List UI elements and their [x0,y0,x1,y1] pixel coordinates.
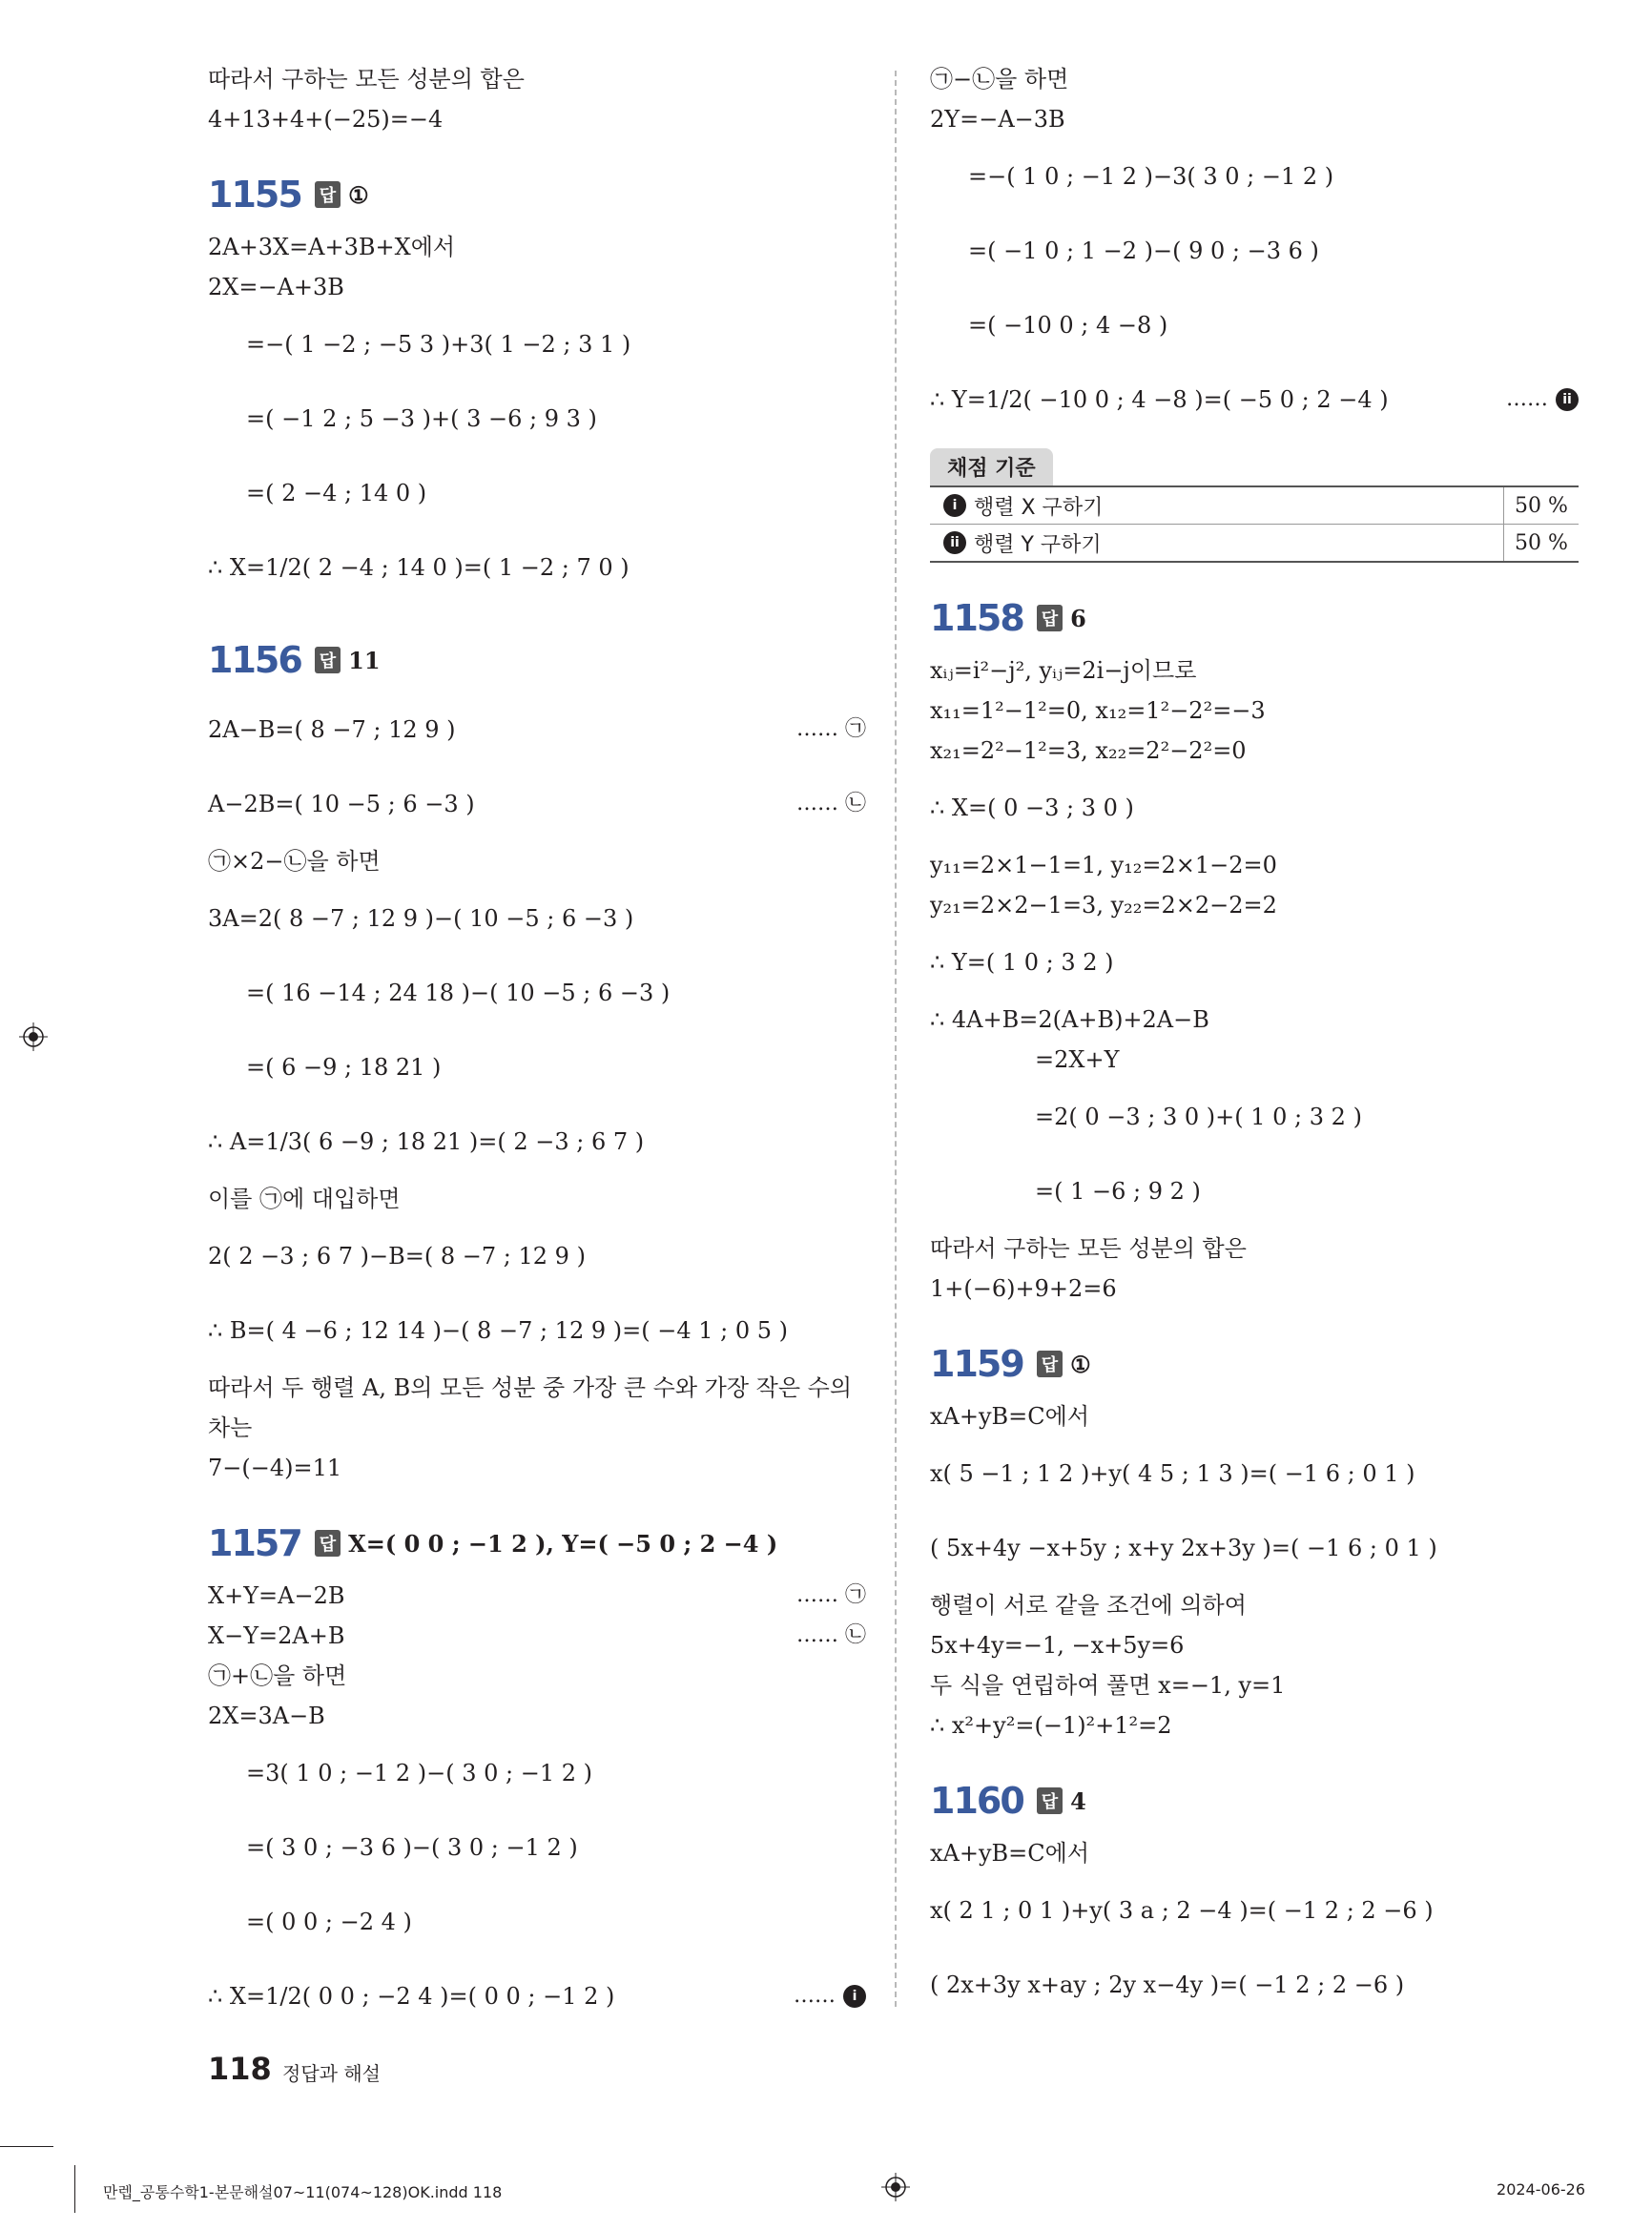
solution-line [208,59,866,99]
solution-line [930,362,1579,437]
solution-text: 차는 [208,1414,253,1441]
solution-text: 4+13+4+(−25)=−4 [208,106,444,133]
solution-line [930,1665,1579,1705]
crop-mark [74,2165,75,2213]
solution-text: ( 2x+3y x+ay ; 2y x−4y )=( −1 2 ; 2 −6 ) [930,1972,1405,1998]
left-column [208,59,866,2034]
solution-text: 2( 2 −3 ; 6 7 )−B=( 8 −7 ; 12 9 ) [208,1243,586,1270]
solution-text: 이를 ㉠에 대입하면 [208,1186,401,1212]
solution-line [208,692,866,767]
solution-text: 7−(−4)=11 [208,1455,342,1481]
solution-text: =2X+Y [1035,1046,1120,1073]
problem-header [208,633,866,687]
solution-line [930,845,1579,885]
answer-value: 6 [1070,604,1086,632]
problem-number: 1155 [208,174,301,216]
equation-marker-text: …… [794,1984,836,2008]
solution-text: ∴ A=1/3( 6 −9 ; 18 21 )=( 2 −3 ; 6 7 ) [208,1128,645,1155]
problem-header [208,1517,866,1570]
solution-line [930,1154,1579,1229]
problem-header [208,168,866,221]
solution-text: ∴ 4A+B=2(A+B)+2A−B [930,1006,1209,1033]
solution-line [930,1705,1579,1745]
solution-text: xᵢⱼ=i²−j², yᵢⱼ=2i−j이므로 [930,657,1197,684]
solution-text: ∴ Y=1/2( −10 0 ; 4 −8 )=( −5 0 ; 2 −4 ) [930,386,1389,413]
answer-badge: 답 [315,181,341,208]
answer-value: 4 [1070,1786,1086,1815]
answer-badge: 답 [315,647,341,673]
solution-line [208,1810,866,1885]
solution-text: A−2B=( 10 −5 ; 6 −3 ) [208,791,475,817]
solution-line [208,956,866,1030]
solution-text: =( 0 0 ; −2 4 ) [246,1909,412,1935]
registration-mark-icon [19,1022,48,1051]
problem-header [930,1774,1579,1827]
problem-header [930,1337,1579,1391]
solution-line [208,881,866,956]
solution-text: X+Y=A−2B [208,1582,345,1609]
solution-text: =( 6 −9 ; 18 21 ) [246,1054,442,1081]
solution-text: ㉠+㉡을 하면 [208,1662,347,1689]
problem-header [930,591,1579,645]
equation-marker [796,1581,866,1610]
solution-text: xA+yB=C에서 [930,1840,1090,1867]
solution-text: ∴ x²+y²=(−1)²+1²=2 [930,1712,1172,1739]
solution-line [930,288,1579,362]
equation-marker-text: …… ㉠ [796,1583,866,1607]
solution-text: X−Y=2A+B [208,1622,345,1649]
solution-line [208,1179,866,1219]
answer-value: 11 [348,646,381,674]
answer-badge: 답 [1037,1787,1063,1814]
right-column-top [930,59,1579,437]
circle-i-icon: i [943,494,966,517]
problem-number: 1158 [930,597,1023,639]
solution-text: =( 1 −6 ; 9 2 ) [1035,1178,1201,1205]
solution-text: 2A−B=( 8 −7 ; 12 9 ) [208,716,456,743]
solution-text: =3( 1 0 ; −1 2 )−( 3 0 ; −1 2 ) [246,1760,593,1786]
equation-marker [794,1982,866,2011]
problem-number: 1156 [208,639,301,681]
solution-text: x( 5 −1 ; 1 2 )+y( 4 5 ; 1 3 )=( −1 6 ; 0 1 ) [930,1460,1415,1487]
equation-marker [796,1621,866,1650]
file-info: 만렙_공통수학1-본문해설07~11(074~128)OK.indd 118 [103,2183,503,2201]
solution-text: =( −10 0 ; 4 −8 ) [968,312,1168,339]
solution-line [208,99,866,139]
solution-line [208,767,866,841]
solution-line [930,1873,1579,1948]
solution-text: ( 5x+4y −x+5y ; x+y 2x+3y )=( −1 6 ; 0 1 ) [930,1535,1437,1561]
solution-text: 1+(−6)+9+2=6 [930,1275,1117,1302]
solution-text: x₁₁=1²−1²=0, x₁₂=1²−2²=−3 [930,697,1266,724]
circle-ii-icon: ii [943,531,966,554]
solution-line [930,650,1579,691]
registration-mark-icon [881,2173,910,2201]
solution-text: x( 2 1 ; 0 1 )+y( 3 a ; 2 −4 )=( −1 2 ; 2 −6 ) [930,1897,1434,1924]
answer-badge: 답 [1037,1351,1063,1377]
answer-badge: 답 [1037,605,1063,631]
solution-text: 따라서 구하는 모든 성분의 합은 [930,1235,1247,1262]
solution-text: 2X=−A+3B [208,274,344,300]
circle-ii-icon: ii [1556,388,1579,411]
column-divider [895,71,897,2007]
solution-text: 따라서 구하는 모든 성분의 합은 [208,66,525,93]
solution-text: 2X=3A−B [208,1703,325,1729]
solution-line [930,691,1579,731]
equation-marker-text: …… ㉡ [796,792,866,816]
scoring-row [930,524,1579,561]
equation-marker-text: …… [1506,387,1548,411]
solution-text: 2A+3X=A+3B+X에서 [208,234,456,260]
solution-line [930,885,1579,925]
solution-line [208,1408,866,1448]
solution-line [208,307,866,382]
equation-marker [796,790,866,818]
solution-line [208,1368,866,1408]
solution-text: y₂₁=2×2−1=3, y₂₂=2×2−2=2 [930,892,1277,919]
solution-line [930,214,1579,288]
answer-value: X=( 0 0 ; −1 2 ), Y=( −5 0 ; 2 −4 ) [348,1529,778,1558]
right-column [930,59,1579,2022]
equation-marker-text: …… ㉡ [796,1623,866,1647]
solution-line [208,456,866,530]
scoring-criteria [930,448,1579,563]
scoring-title: 채점 기준 [930,448,1053,485]
solution-text: y₁₁=2×1−1=1, y₁₂=2×1−2=0 [930,852,1277,878]
page-number: 118 [208,2051,272,2087]
answer-value: ① [1070,1350,1091,1378]
solution-text: =( 2 −4 ; 14 0 ) [246,480,427,506]
solution-line [930,1585,1579,1625]
solution-line [930,1625,1579,1665]
solution-line [208,1576,866,1616]
solution-line [208,1219,866,1293]
solution-text: 두 식을 연립하여 풀면 x=−1, y=1 [930,1672,1286,1699]
solution-line [208,1105,866,1179]
solution-text: ㉠×2−㉡을 하면 [208,848,381,875]
solution-text: ∴ Y=( 1 0 ; 3 2 ) [930,949,1114,976]
solution-line [208,1959,866,2034]
problem-number: 1160 [930,1780,1023,1822]
solution-text: =−( 1 0 ; −1 2 )−3( 3 0 ; −1 2 ) [968,163,1334,190]
solution-line [930,731,1579,771]
solution-text: xA+yB=C에서 [930,1403,1090,1430]
solution-line [930,1000,1579,1040]
scoring-row-label: 행렬 Y 구하기 [974,532,1102,557]
solution-text: =2( 0 −3 ; 3 0 )+( 1 0 ; 3 2 ) [1035,1104,1362,1130]
problem-number: 1157 [208,1522,301,1564]
solution-text: =( −1 2 ; 5 −3 )+( 3 −6 ; 9 3 ) [246,405,597,432]
scoring-row-value: 50 % [1503,525,1579,561]
answer-badge: 답 [315,1530,341,1557]
solution-text: =( 16 −14 ; 24 18 )−( 10 −5 ; 6 −3 ) [246,980,671,1006]
solution-line [930,1511,1579,1585]
solution-text: =( 3 0 ; −3 6 )−( 3 0 ; −1 2 ) [246,1834,578,1861]
solution-line [930,1396,1579,1436]
solution-line [208,227,866,267]
solution-line [208,1448,866,1488]
right-column-bottom [930,591,1579,2022]
solution-text: 5x+4y=−1, −x+5y=6 [930,1632,1185,1659]
solution-text: ㉠−㉡을 하면 [930,66,1069,93]
solution-line [930,1436,1579,1511]
solution-line [930,1080,1579,1154]
solution-line [930,1040,1579,1080]
solution-line [208,267,866,307]
solution-line [208,841,866,881]
solution-line [208,382,866,456]
solution-line [208,1656,866,1696]
solution-line [930,771,1579,845]
solution-line [930,1833,1579,1873]
scoring-row [930,487,1579,524]
solution-text: ∴ X=1/2( 0 0 ; −2 4 )=( 0 0 ; −1 2 ) [208,1983,615,2010]
solution-text: x₂₁=2²−1²=3, x₂₂=2²−2²=0 [930,737,1247,764]
solution-line [930,1948,1579,2022]
solution-line [930,139,1579,214]
answer-value: ① [348,180,369,209]
scoring-table [930,485,1579,563]
equation-marker-text: …… ㉠ [796,717,866,741]
solution-line [930,1269,1579,1309]
solution-line [930,59,1579,99]
solution-line [930,925,1579,1000]
solution-line [208,1885,866,1959]
equation-marker [796,715,866,744]
scoring-row-value: 50 % [1503,487,1579,524]
solution-text: 따라서 두 행렬 A, B의 모든 성분 중 가장 큰 수와 가장 작은 수의 [208,1374,853,1401]
scoring-row-label: 행렬 X 구하기 [974,495,1104,520]
solution-line [208,1616,866,1656]
solution-line [930,1229,1579,1269]
equation-marker [1506,385,1579,414]
page-label: 정답과 해설 [282,2062,381,2085]
solution-line [930,99,1579,139]
solution-line [208,530,866,605]
solution-text: =−( 1 −2 ; −5 3 )+3( 1 −2 ; 3 1 ) [246,331,631,358]
solution-line [208,1696,866,1736]
circle-i-icon: i [843,1985,866,2008]
solution-text: 2Y=−A−3B [930,106,1065,133]
problem-number: 1159 [930,1343,1023,1385]
solution-text: ∴ X=( 0 −3 ; 3 0 ) [930,795,1134,821]
solution-line [208,1736,866,1810]
crop-mark [0,2146,53,2147]
solution-text: 행렬이 서로 같을 조건에 의하여 [930,1592,1247,1619]
solution-text: ∴ B=( 4 −6 ; 12 14 )−( 8 −7 ; 12 9 )=( −4 1 ; 0 5 ) [208,1317,788,1344]
solution-text: ∴ X=1/2( 2 −4 ; 14 0 )=( 1 −2 ; 7 0 ) [208,554,630,581]
print-date: 2024-06-26 [1497,2180,1585,2199]
solution-text: 3A=2( 8 −7 ; 12 9 )−( 10 −5 ; 6 −3 ) [208,905,634,932]
solution-line [208,1293,866,1368]
solution-line [208,1030,866,1105]
solution-text: =( −1 0 ; 1 −2 )−( 9 0 ; −3 6 ) [968,237,1319,264]
